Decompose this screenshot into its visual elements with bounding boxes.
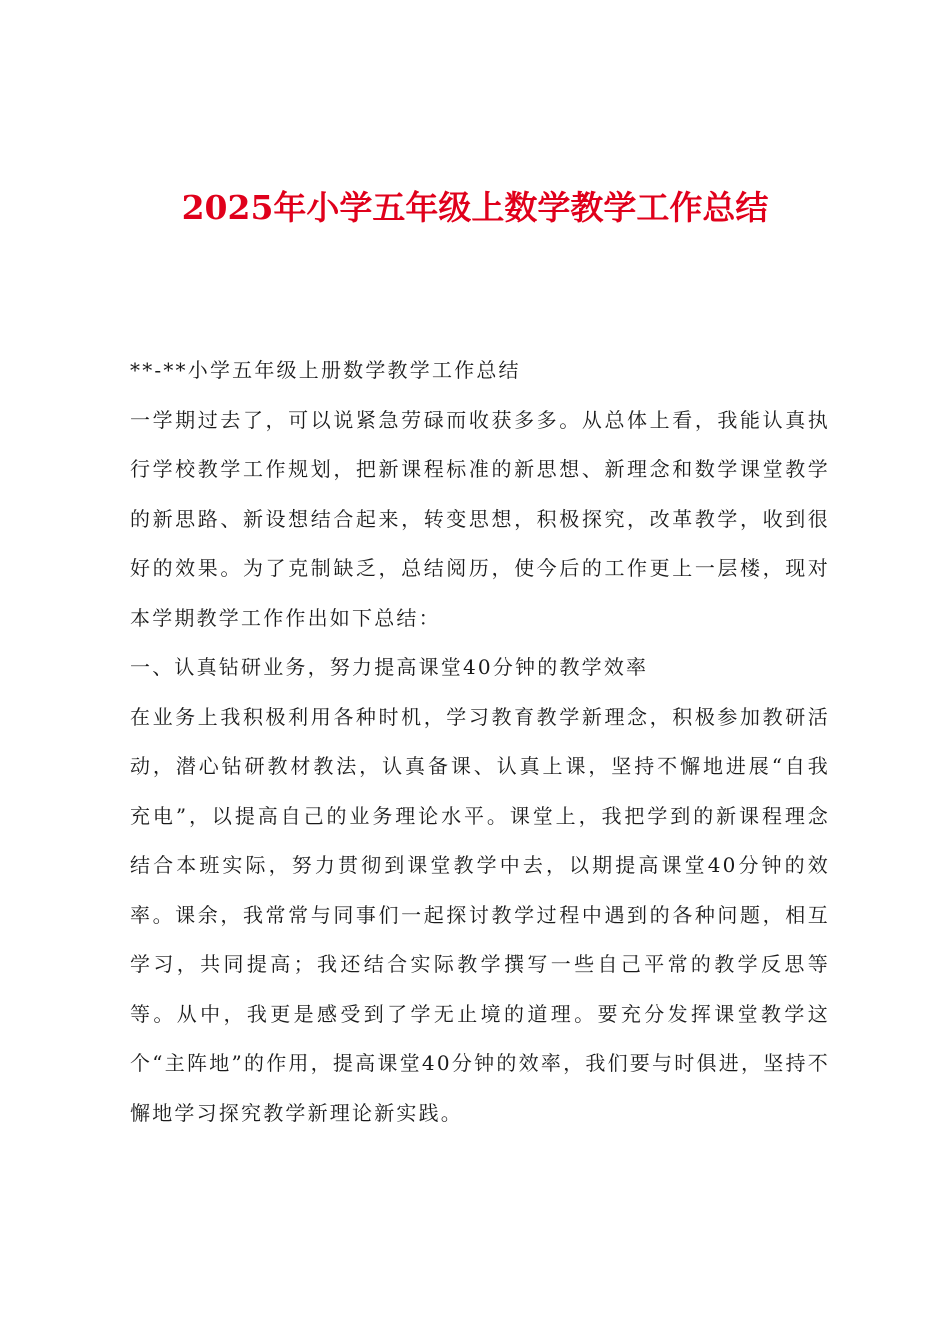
document-title: 2025年小学五年级上数学教学工作总结 xyxy=(181,188,769,227)
document-body xyxy=(130,346,830,1138)
subtitle-paragraph: **-**小学五年级上册数学教学工作总结 xyxy=(130,358,521,382)
intro-paragraph: 一学期过去了，可以说紧急劳碌而收获多多。从总体上看，我能认真执行学校教学工作规划，把新课程标准的新思想、新理念和数学课堂教学的新思路、新设想结合起来，转变思想，积极探究，改革教学，收到很好的效果。为了克制缺乏，总结阅历，使今后的工作更上一层楼，现对本学期教学工作作出如下总结： xyxy=(130,407,830,630)
section-heading: 一、认真钻研业务，努力提高课堂40分钟的教学效率 xyxy=(130,655,649,679)
body-paragraph: 在业务上我积极利用各种时机，学习教育教学新理念，积极参加教研活动，潜心钻研教材教法，认真备课、认真上课，坚持不懈地进展“自我充电”，以提高自己的业务理论水平。课堂上，我把学到的新课程理念结合本班实际，努力贯彻到课堂教学中去，以期提高课堂40分钟的效率。课余，我常常与同事们一起探讨教学过程中遇到的各种问题，相互学习，共同提高；我还结合实际教学撰写一些自己平常的教学反思等等。从中，我更是感受到了学无止境的道理。要充分发挥课堂教学这个“主阵地”的作用，提高课堂40分钟的效率，我们要与时俱进，坚持不懈地学习探究教学新理论新实践。 xyxy=(130,704,830,1125)
